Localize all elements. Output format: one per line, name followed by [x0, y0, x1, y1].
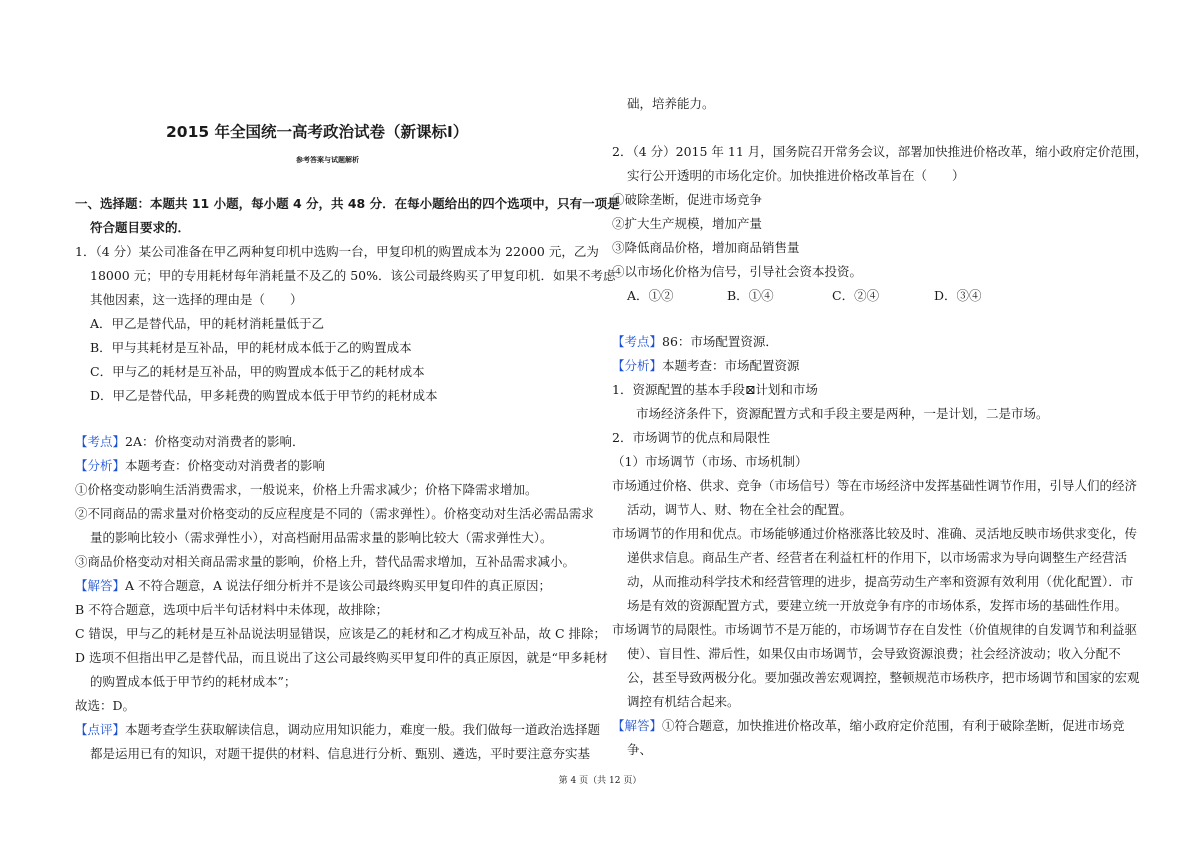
- jieda-text: ①符合题意，加快推进价格改革，缩小政府定价范围，有利于破除垄断，促进市场竞: [662, 718, 1125, 733]
- question-1-stem: 1．（4 分）某公司准备在甲乙两种复印机中选购一台，甲复印机的购置成本为 22000 元，乙为: [75, 244, 599, 259]
- statement-2: ②扩大生产规模，增加产量: [612, 216, 763, 231]
- fenxi-point-2-cont: 量的影响比较小（需求弹性小），对高档耐用品需求量的影响比较大（需求弹性大）。: [90, 530, 553, 545]
- jieda-line: [75, 578, 551, 594]
- option-d: D．③④: [934, 288, 982, 303]
- fenxi-line: [75, 458, 325, 474]
- option-b: B．①④: [727, 288, 774, 303]
- point-1-detail: 市场经济条件下，资源配置方式和手段主要是两种，一是计划，二是市场。: [636, 406, 1049, 421]
- para-5: 市场调节的局限性。市场调节不是万能的，市场调节存在自发性（价值规律的自发调节和利益驱: [612, 622, 1138, 637]
- fenxi-text: 本题考查：市场配置资源: [662, 358, 800, 373]
- footer-mid: 页（共: [576, 776, 609, 786]
- option-c: C．②④: [832, 288, 880, 303]
- dianping-cont-2: 础，培养能力。: [627, 96, 715, 111]
- point-2-1: （1）市场调节（市场、市场机制）: [612, 454, 808, 469]
- point-2: 2．市场调节的优点和局限性: [612, 430, 770, 445]
- question-2-stem-2: 实行公开透明的市场化定价。加快推进价格改革旨在（ ）: [627, 168, 965, 183]
- statement-3: ③降低商品价格，增加商品销售量: [612, 240, 800, 255]
- statement-1: ①破除垄断，促进市场竞争: [612, 192, 763, 207]
- jieda-b: B 不符合题意，选项中后半句话材料中未体现，故排除；: [75, 602, 389, 617]
- fenxi-point-2: ②不同商品的需求量对价格变动的反应程度是不同的（需求弹性）。价格变动对生活必需品需求: [75, 506, 594, 521]
- dianping-cont: 都是运用已有的知识，对题干提供的材料、信息进行分析、甄别、遴选，平时要注意夯实基: [90, 746, 591, 761]
- option-c: C．甲与乙的耗材是互补品，甲的购置成本低于乙的耗材成本: [90, 364, 425, 379]
- jieda-c: C 错误，甲与乙的耗材是互补品说法明显错误，应该是乙的耗材和乙才构成互补品，故 C 排除；: [75, 626, 607, 641]
- para-5-cont-1: 使）、盲目性、滞后性，如果仅由市场调节，会导致资源浪费；社会经济波动；收入分配不: [627, 646, 1121, 661]
- jieda-cont: 争、: [627, 742, 653, 757]
- option-a: A．甲乙是替代品，甲的耗材消耗量低于乙: [90, 316, 325, 331]
- kaodian-tag: 【考点】: [612, 334, 663, 349]
- section-heading: 一、选择题：本题共 11 小题，每小题 4 分，共 48 分．在每小题给出的四个选项中，只有一项是: [75, 196, 620, 211]
- question-2-stem: 2．（4 分）2015 年 11 月，国务院召开常务会议，部署加快推进价格改革，缩小政府定价范围，: [612, 144, 1148, 159]
- page-footer: [0, 773, 1200, 786]
- dianping-text: 本题考查学生获取解读信息，调动应用知识能力，难度一般。我们做每一道政治选择题: [125, 722, 601, 737]
- para-4-cont-1: 递供求信息。商品生产者、经营者在利益杠杆的作用下，以市场需求为导向调整生产经营活: [627, 550, 1128, 565]
- question-1-stem-3: 其他因素，这一选择的理由是（ ）: [90, 292, 303, 307]
- kaodian-line: [612, 334, 778, 350]
- kaodian-text: 86：市场配置资源．: [662, 334, 778, 349]
- option-d: D．甲乙是替代品，甲多耗费的购置成本低于甲节约的耗材成本: [90, 388, 438, 403]
- para-5-cont-3: 调控有机结合起来。: [627, 694, 740, 709]
- statement-4: ④以市场化价格为信号，引导社会资本投资。: [612, 264, 863, 279]
- dianping-line: [75, 722, 600, 738]
- question-1-stem-2: 18000 元；甲的专用耗材每年消耗量不及乙的 50%．该公司最终购买了甲复印机．如果不考虑: [90, 268, 616, 283]
- fenxi-text: 本题考查：价格变动对消费者的影响: [125, 458, 326, 473]
- jieda-tag: 【解答】: [75, 578, 126, 593]
- section-heading-cont: 符合题目要求的．: [90, 220, 191, 235]
- kaodian-line: [75, 434, 305, 450]
- para-3-cont: 活动，调节人、财、物在全社会的配置。: [627, 502, 853, 517]
- para-4-cont-2: 动，从而推动科学技术和经营管理的进步，提高劳动生产率和资源有效利用（优化配置）．市: [627, 574, 1134, 589]
- para-4-cont-3: 场是有效的资源配置方式，要建立统一开放竞争有序的市场体系，发挥市场的基础性作用。: [627, 598, 1128, 613]
- option-a: A．①②: [627, 288, 674, 303]
- option-b: B．甲与其耗材是互补品，甲的耗材成本低于乙的购置成本: [90, 340, 412, 355]
- para-5-cont-2: 公，甚至导致两极分化。要加强改善宏观调控，整顿规范市场秩序，把市场调节和国家的宏观: [627, 670, 1140, 685]
- fenxi-point-1: ①价格变动影响生活消费需求，一般说来，价格上升需求减少；价格下降需求增加。: [75, 482, 538, 497]
- page-title: 2015 年全国统一高考政治试卷（新课标Ⅰ）: [166, 123, 469, 141]
- para-3: 市场通过价格、供求、竞争（市场信号）等在市场经济中发挥基础性调节作用，引导人们的经济: [612, 478, 1138, 493]
- fenxi-tag: 【分析】: [75, 458, 126, 473]
- jieda-text: A 不符合题意，A 说法仔细分析并不是该公司最终购买甲复印件的真正原因；: [125, 578, 552, 593]
- fenxi-line: [612, 358, 800, 374]
- jieda-tag: 【解答】: [612, 718, 663, 733]
- kaodian-text: 2A：价格变动对消费者的影响．: [125, 434, 305, 449]
- fenxi-tag: 【分析】: [612, 358, 663, 373]
- jieda-d: D 选项不但指出甲乙是替代品，而且说出了这公司最终购买甲复印件的真正原因，就是“甲多耗材: [75, 650, 608, 665]
- point-1: 1．资源配置的基本手段⊠计划和市场: [612, 382, 818, 397]
- page-subtitle: 参考答案与试题解析: [296, 156, 359, 164]
- jieda-d-cont: 的购置成本低于甲节约的耗材成本”；: [90, 674, 297, 689]
- kaodian-tag: 【考点】: [75, 434, 126, 449]
- fenxi-point-3: ③商品价格变动对相关商品需求量的影响，价格上升，替代品需求增加，互补品需求减小。: [75, 554, 576, 569]
- footer-post: 页）: [620, 776, 642, 786]
- footer-pre: 第: [558, 776, 571, 786]
- page-total: 12: [609, 776, 621, 786]
- jieda-line: [612, 718, 1125, 734]
- jieda-answer: 故选：D。: [75, 698, 136, 713]
- page-number: 4: [570, 776, 577, 786]
- para-4: 市场调节的作用和优点。市场能够通过价格涨落比较及时、准确、灵活地反映市场供求变化，传: [612, 526, 1138, 541]
- dianping-tag: 【点评】: [75, 722, 126, 737]
